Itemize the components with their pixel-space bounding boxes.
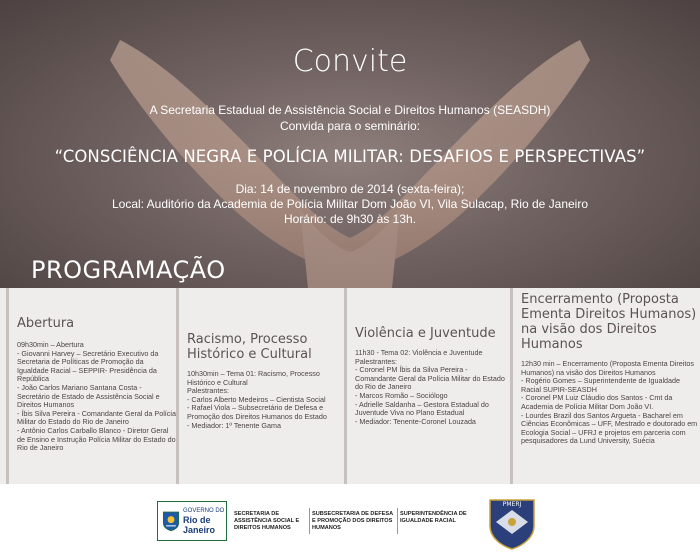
program-column-opening xyxy=(6,288,176,484)
program-heading: PROGRAMAÇÃO xyxy=(31,256,226,284)
column-line: - Antônio Carlos Carballo Blanco - Diretor Geral de Ensino e Instrução Polícia Militar do Estado do Rio de Janeiro xyxy=(17,425,178,453)
event-details xyxy=(0,182,700,227)
column-title: Violência e Juventude xyxy=(355,326,496,341)
column-line: 10h30min – Tema 01: Racismo, Processo Histórico e Cultural xyxy=(187,369,322,387)
column-line: - Adrielle Saldanha – Gestora Estadual do Juventude Viva no Plano Estadual xyxy=(355,399,491,418)
program-column-racism xyxy=(176,288,344,484)
column-line: - João Carlos Mariano Santana Costa - Secretário de Estado de Assistência Social e Direitos Humanos xyxy=(17,382,162,410)
column-line: Palestrantes: xyxy=(355,356,397,366)
column-line: - Marcos Romão – Sociólogo xyxy=(355,390,448,400)
gov-label-small: GOVERNO DO xyxy=(183,507,225,514)
invitation-title: Convite xyxy=(292,44,408,79)
column-line: 09h30min – Abertura xyxy=(17,340,84,349)
column-line: Palestrantes: xyxy=(187,386,229,396)
program-column-closing xyxy=(510,288,698,484)
column-line: - Íbis Silva Pereira - Comandante Geral da Polícia Militar do Estado do Rio de Janeiro xyxy=(17,408,178,427)
program-column-violence xyxy=(344,288,510,484)
org-divider xyxy=(309,508,310,534)
pmerj-emblem-icon xyxy=(486,492,538,550)
intro-line-invite: Convida para o seminário: xyxy=(279,119,421,133)
column-line: - Carlos Alberto Medeiros – Cientista Social xyxy=(187,394,326,404)
column-body xyxy=(355,349,510,426)
event-time: Horário: de 9h30 às 13h. xyxy=(283,212,417,226)
org-seasdh: SECRETARIA DE ASSISTÊNCIA SOCIAL E DIREITOS HUMANOS xyxy=(234,511,300,531)
column-line: - Giovanni Harvey – Secretário Executivo da Secretaria de Políticas de Promoção da Igualdade Racial – SEPPIR- Presidência da República xyxy=(17,348,161,384)
column-line: - Rogério Gomes – Superintendente de Igualdade Racial SUPIR-SEASDH xyxy=(521,376,683,394)
org-divider xyxy=(397,508,398,534)
org-subsecretaria: SUBSECRETARIA DE DEFESA E PROMOÇÃO DOS DIREITOS HUMANOS xyxy=(312,511,393,531)
pmerj-label: PMERJ xyxy=(502,501,522,508)
column-line: - Mediador: Tenente-Coronel Louzada xyxy=(355,416,476,426)
rio-state-seal-icon xyxy=(162,506,180,536)
rio-government-logo xyxy=(157,501,227,541)
column-line: - Mediador: 1º Tenente Gama xyxy=(187,420,281,430)
column-title: Encerramento (Proposta Ementa Direitos Humanos) na visão dos Direitos Humanos xyxy=(521,292,697,352)
intro-line-organizer: A Secretaria Estadual de Assistência Social e Direitos Humanos (SEASDH) xyxy=(149,103,551,117)
column-line: - Coronel PM Íbis da Silva Pereira - Comandante Geral da Polícia Militar do Estado do Rio de Janeiro xyxy=(355,365,507,392)
program-columns xyxy=(0,288,700,484)
event-date: Dia: 14 de novembro de 2014 (sexta-feira); xyxy=(235,182,465,196)
column-line: - Rafael Viola – Subsecretário de Defesa e Promoção dos Direitos Humanos do Estado xyxy=(187,403,327,421)
column-title: Racismo, Processo Histórico e Cultural xyxy=(187,332,312,362)
seminar-title: “CONSCIÊNCIA NEGRA E POLÍCIA MILITAR: DESAFIOS E PERSPECTIVAS” xyxy=(54,147,646,166)
rio-government-wordmark xyxy=(183,508,226,535)
column-line: - Lourdes Brazil dos Santos Argueta - Bacharel em Ciências Econômicas – UFF, Mestrado e doutorado em Ecologia Social – UFRJ e projetos em parceria com pesquisadores da Lund University, Suécia xyxy=(521,410,700,446)
column-title: Abertura xyxy=(17,316,75,331)
column-line: - Coronel PM Luiz Cláudio dos Santos - Cmt da Academia de Polícia Militar Dom João VI. xyxy=(521,393,675,411)
gov-label-big: Rio de Janeiro xyxy=(183,514,216,535)
sponsor-footer xyxy=(0,484,700,560)
column-line: 11h30 - Tema 02: Violência e Juventude xyxy=(355,348,483,357)
invitation-intro xyxy=(0,102,700,134)
column-line: 12h30 min – Encerramento (Proposta Ementa Direitos Humanos) na visão dos Direitos Humanos xyxy=(521,359,696,377)
column-body xyxy=(187,370,344,430)
event-place: Local: Auditório da Academia de Polícia Militar Dom João VI, Vila Sulacap, Rio de Janeiro xyxy=(111,197,589,211)
org-superintendencia: SUPERINTENDÊNCIA DE IGUALDADE RACIAL xyxy=(400,511,467,524)
column-body xyxy=(17,341,176,453)
column-body xyxy=(521,360,698,446)
